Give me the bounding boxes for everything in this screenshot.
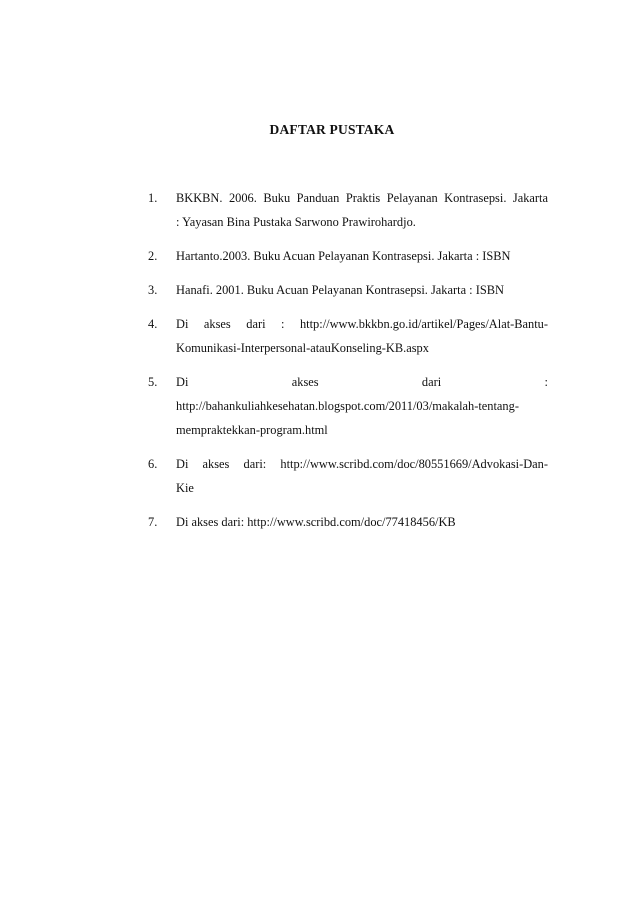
reference-text-line: : Yayasan Bina Pustaka Sarwono Prawirohardjo. [176,215,416,229]
reference-text-line: Di akses dari: http://www.scribd.com/doc/80551669/Advokasi-Dan- [176,457,548,471]
reference-item [148,186,548,234]
reference-item [148,278,548,302]
page-title: DAFTAR PUSTAKA [269,122,395,137]
reference-item [148,452,548,500]
reference-item [148,510,548,534]
reference-text-line: Di akses dari : [176,375,548,389]
reference-number: 4. [148,317,158,331]
reference-text-line: Hanafi. 2001. Buku Acuan Pelayanan Kontrasepsi. Jakarta : ISBN [176,283,504,297]
reference-number: 2. [148,249,158,263]
reference-item [148,244,548,268]
reference-text-line: Di akses dari : http://www.bkkbn.go.id/artikel/Pages/Alat-Bantu- [176,317,548,331]
reference-number: 3. [148,283,158,297]
reference-text-line: mempraktekkan-program.html [176,423,328,437]
reference-number: 1. [148,191,158,205]
reference-text-line: Komunikasi-Interpersonal-atauKonseling-KB.aspx [176,341,429,355]
reference-text-line: Di akses dari: http://www.scribd.com/doc/77418456/KB [176,515,456,529]
reference-text-line: BKKBN. 2006. Buku Panduan Praktis Pelayanan Kontrasepsi. Jakarta [176,191,548,205]
reference-number: 5. [148,375,158,389]
reference-item [148,312,548,360]
reference-text-line: http://bahankuliahkesehatan.blogspot.com/2011/03/makalah-tentang- [176,399,519,413]
reference-number: 7. [148,515,158,529]
reference-text-line: Kie [176,481,194,495]
reference-list [148,186,548,544]
reference-number: 6. [148,457,158,471]
reference-text-line: Hartanto.2003. Buku Acuan Pelayanan Kontrasepsi. Jakarta : ISBN [176,249,511,263]
reference-item [148,370,548,442]
